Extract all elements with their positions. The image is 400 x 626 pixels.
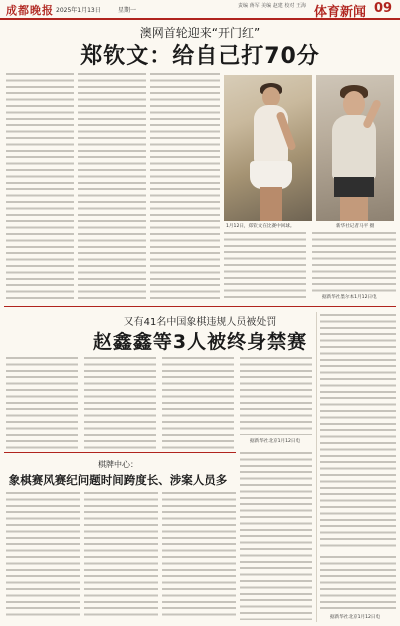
story3-column-4	[240, 452, 312, 620]
story1-column-1	[6, 73, 74, 299]
story2-column-3	[162, 357, 234, 449]
editor-credits: 责编 蒋军 美编 赵建 校对 王海	[238, 3, 306, 9]
story3-column-2	[84, 492, 158, 620]
section-divider-1	[4, 306, 396, 307]
issue-weekday: 星期一	[118, 7, 137, 14]
section-title: 体育新闻	[314, 5, 367, 20]
story3-column-3	[162, 492, 236, 620]
story1-headline: 郑钦文：给自己打70分	[80, 44, 320, 69]
tennis-photo-left	[224, 75, 312, 221]
story1-column-4	[224, 232, 306, 298]
story3-column-1	[6, 492, 80, 620]
story1-column-2	[78, 73, 146, 299]
column-divider	[316, 312, 317, 622]
story2-column-2	[84, 357, 156, 449]
story3-column-5	[320, 556, 396, 612]
tennis-photo-right	[316, 75, 394, 221]
page-number: 09	[374, 1, 393, 16]
story1-byline: 据新华社墨尔本1月12日电	[322, 295, 377, 300]
story2-byline: 据新华社北京1月12日电	[250, 439, 301, 444]
story3-headline: 象棋赛风赛纪问题时间跨度长、涉案人员多	[8, 473, 228, 487]
story3-kicker: 棋牌中心：	[98, 460, 138, 469]
story1-column-3	[150, 73, 220, 299]
newspaper-logo: 成都晚报	[6, 4, 54, 17]
story2-column-5	[320, 314, 396, 550]
story2-kicker: 又有41名中国象棋违规人员被处罚	[123, 317, 277, 328]
masthead	[0, 0, 400, 20]
story1-kicker: 澳网首轮迎来“开门红”	[139, 26, 261, 40]
story2-headline: 赵鑫鑫等3人被终身禁赛	[92, 331, 308, 353]
story2-column-4	[240, 357, 312, 435]
section-divider-2	[4, 452, 236, 453]
photo-left-caption: 1月12日，郑钦文在比赛中回球。	[226, 224, 295, 229]
photo-right-caption: 新华社记者马平 摄	[336, 224, 375, 229]
story3-byline: 据新华社北京1月12日电	[330, 615, 381, 620]
issue-date: 2025年1月13日	[56, 7, 101, 14]
story2-column-1	[6, 357, 78, 449]
story1-column-5	[312, 232, 396, 294]
